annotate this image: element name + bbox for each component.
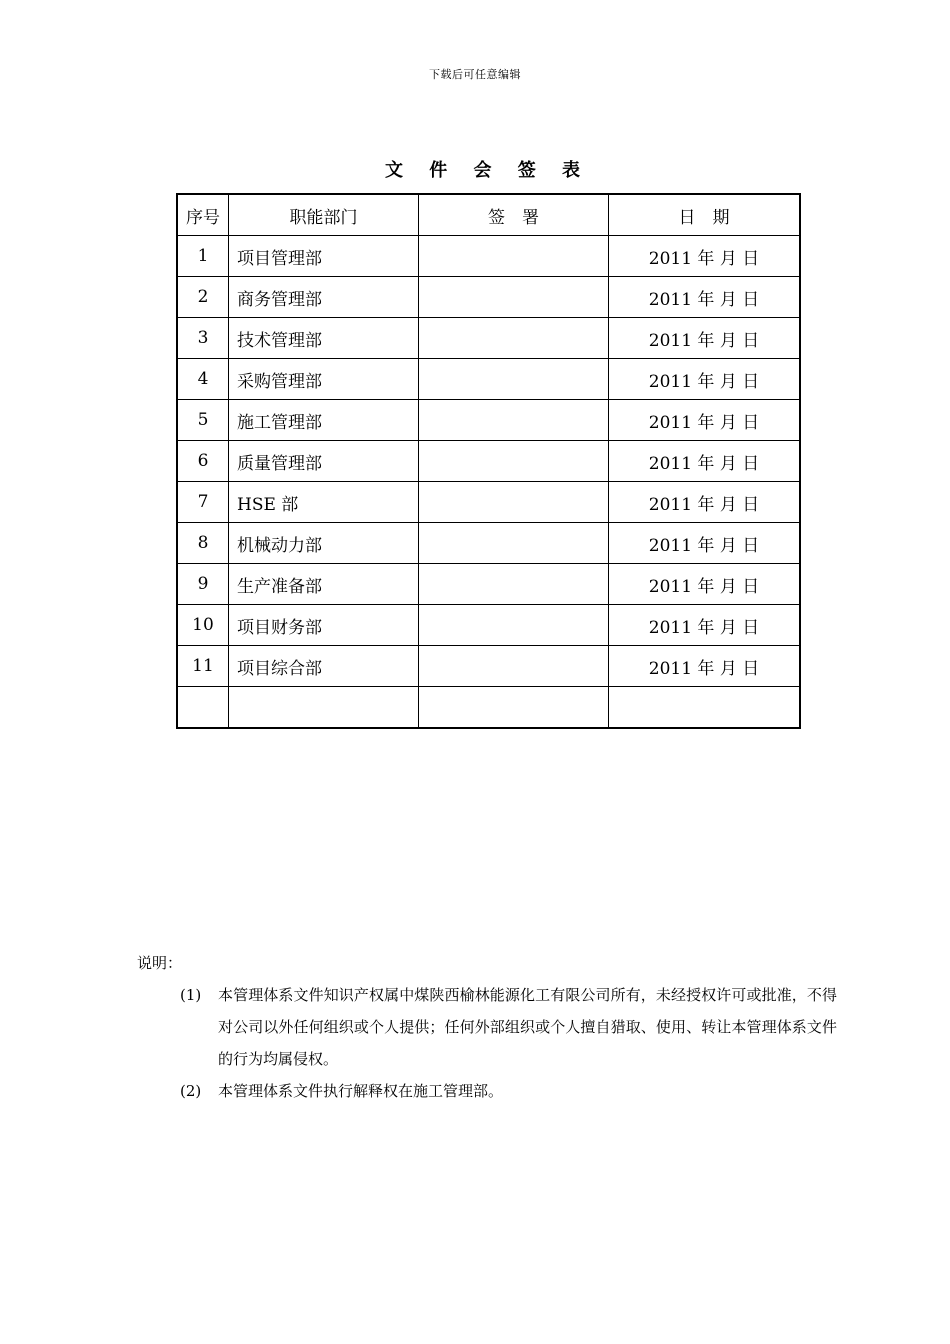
row-no	[177, 687, 229, 729]
page-title: 文 件 会 签 表	[384, 160, 591, 181]
table-row	[177, 523, 800, 564]
row-date: 2011 年 月 日	[609, 277, 801, 318]
row-no: 6	[177, 441, 229, 482]
sign-off-table	[176, 193, 801, 729]
row-date: 2011 年 月 日	[609, 564, 801, 605]
note-text: 本管理体系文件执行解释权在施工管理部。	[218, 1082, 504, 1100]
row-dept: 质量管理部	[229, 441, 419, 482]
row-sign-field[interactable]	[419, 441, 609, 482]
table-row	[177, 359, 800, 400]
row-dept: 项目财务部	[229, 605, 419, 646]
notes-lead: 说明：	[137, 954, 183, 972]
table-row	[177, 277, 800, 318]
row-dept: HSE 部	[229, 482, 419, 523]
table-row-empty	[177, 687, 800, 729]
row-sign-field[interactable]	[419, 523, 609, 564]
row-dept: 采购管理部	[229, 359, 419, 400]
row-sign-field[interactable]	[419, 482, 609, 523]
row-no: 8	[177, 523, 229, 564]
note-text: 本管理体系文件知识产权属中煤陕西榆林能源化工有限公司所有，未经授权许可或批准，不得对公司以外任何组织或个人提供；任何外部组织或个人擅自猎取、使用、转让本管理体系文件的行为均属侵权。	[218, 986, 837, 1068]
row-no: 2	[177, 277, 229, 318]
row-no: 7	[177, 482, 229, 523]
row-sign-field[interactable]	[419, 359, 609, 400]
note-number: (1)	[180, 986, 202, 1004]
table-row	[177, 441, 800, 482]
row-sign-field[interactable]	[419, 564, 609, 605]
table-row	[177, 236, 800, 277]
row-no: 11	[177, 646, 229, 687]
table-row	[177, 564, 800, 605]
row-sign-field[interactable]	[419, 318, 609, 359]
row-dept: 机械动力部	[229, 523, 419, 564]
row-no: 1	[177, 236, 229, 277]
table-row	[177, 605, 800, 646]
row-dept: 生产准备部	[229, 564, 419, 605]
header-sign: 签 署	[419, 194, 609, 236]
note-item	[180, 1075, 837, 1107]
row-date: 2011 年 月 日	[609, 359, 801, 400]
row-sign-field[interactable]	[419, 646, 609, 687]
row-date: 2011 年 月 日	[609, 523, 801, 564]
row-no: 4	[177, 359, 229, 400]
row-sign-field[interactable]	[419, 605, 609, 646]
header-no: 序号	[177, 194, 229, 236]
row-date	[609, 687, 801, 729]
row-no: 5	[177, 400, 229, 441]
note-number: (2)	[180, 1082, 202, 1100]
header-note: 下载后可任意编辑	[429, 68, 521, 81]
row-date: 2011 年 月 日	[609, 605, 801, 646]
table-row	[177, 646, 800, 687]
row-dept: 技术管理部	[229, 318, 419, 359]
header-date: 日 期	[609, 194, 801, 236]
table-row	[177, 400, 800, 441]
row-sign-field[interactable]	[419, 277, 609, 318]
row-date: 2011 年 月 日	[609, 318, 801, 359]
row-date: 2011 年 月 日	[609, 400, 801, 441]
row-sign-field[interactable]	[419, 236, 609, 277]
row-sign-field[interactable]	[419, 687, 609, 729]
notes-section	[137, 952, 837, 1107]
table-header-row	[177, 194, 800, 236]
row-dept: 项目管理部	[229, 236, 419, 277]
row-sign-field[interactable]	[419, 400, 609, 441]
table-row	[177, 318, 800, 359]
row-date: 2011 年 月 日	[609, 236, 801, 277]
row-date: 2011 年 月 日	[609, 646, 801, 687]
row-dept	[229, 687, 419, 729]
row-no: 3	[177, 318, 229, 359]
row-dept: 施工管理部	[229, 400, 419, 441]
row-date: 2011 年 月 日	[609, 441, 801, 482]
row-dept: 项目综合部	[229, 646, 419, 687]
row-dept: 商务管理部	[229, 277, 419, 318]
table-row	[177, 482, 800, 523]
header-dept: 职能部门	[229, 194, 419, 236]
row-date: 2011 年 月 日	[609, 482, 801, 523]
row-no: 10	[177, 605, 229, 646]
note-item	[180, 979, 837, 1075]
row-no: 9	[177, 564, 229, 605]
